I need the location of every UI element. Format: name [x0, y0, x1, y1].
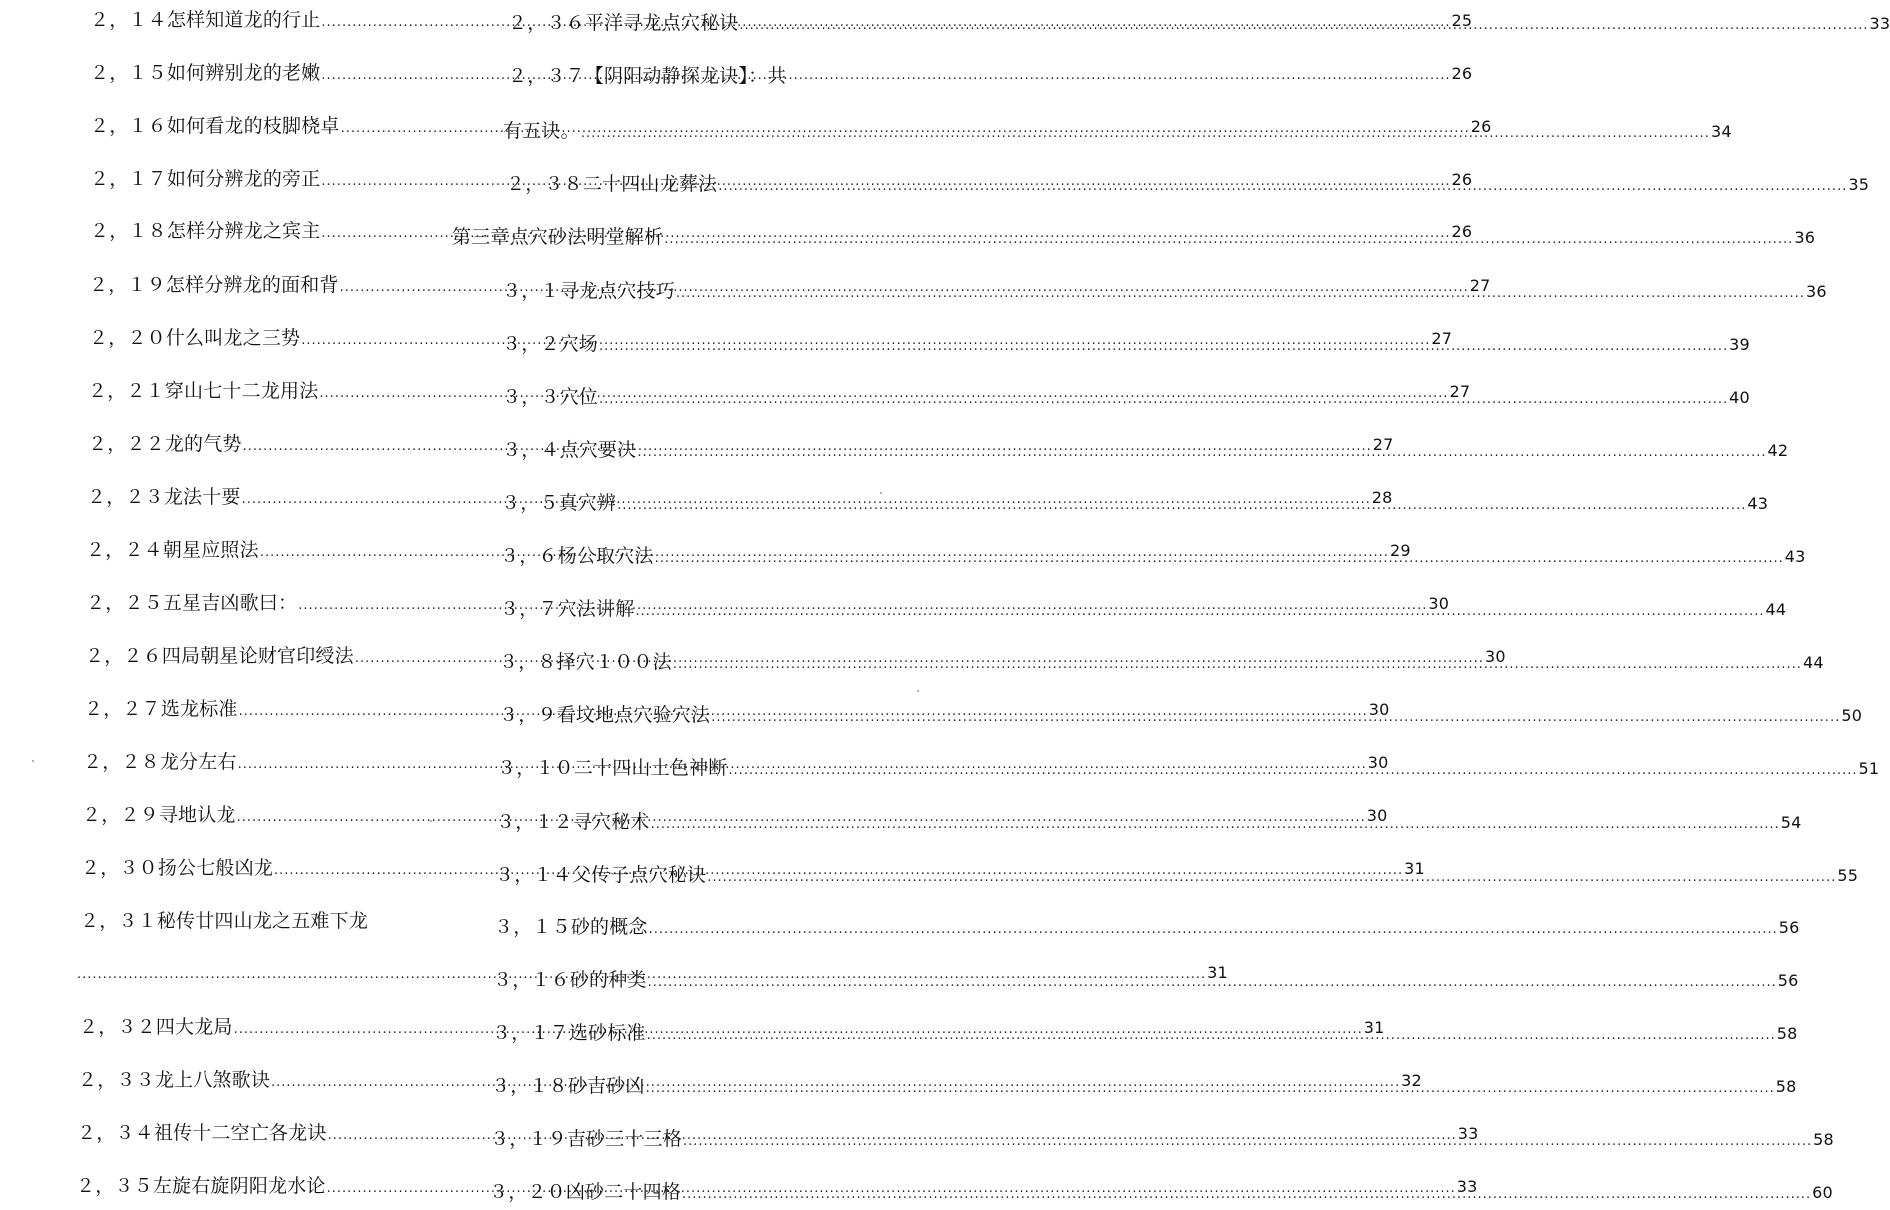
section-number: ３，８ [499, 651, 557, 673]
section-number: ３，６ [500, 545, 558, 567]
section-title: 真穴辨 [558, 492, 617, 514]
page-number: 32 [1401, 1071, 1422, 1090]
dot-leader [648, 968, 1777, 998]
section-number: ２，１７ [90, 168, 167, 190]
dot-leader [664, 225, 1793, 255]
page-number: 44 [1802, 653, 1824, 672]
toc-entry [492, 1018, 1798, 1048]
dot-leader [718, 172, 1847, 202]
page-number: 30 [1368, 700, 1390, 719]
section-title: 穴位 [559, 386, 599, 408]
section-number: ２，１６ [90, 115, 167, 137]
dot-leader [682, 1180, 1811, 1210]
section-title: 四局朝星论财官印绶法 [161, 645, 354, 667]
section-title: 扬公七般凶龙 [157, 857, 274, 879]
section-number: ２，３８ [506, 173, 583, 195]
section-number: ３，４ [502, 439, 560, 461]
dot-leader [321, 61, 1450, 91]
section-title: 二十四山土色神断 [573, 757, 728, 779]
dot-leader [676, 279, 1805, 309]
section-number: ２，３６ [508, 12, 585, 34]
dot-leader [637, 438, 1766, 468]
page-number: 26 [1451, 222, 1473, 241]
section-title: 砂吉砂凶 [567, 1075, 645, 1097]
section-title: 杨公取穴法 [557, 545, 654, 567]
section-number: ２，２９ [82, 804, 159, 826]
page-number: 50 [1841, 706, 1863, 725]
page-number: 29 [1389, 541, 1411, 560]
page-number: 27 [1372, 435, 1394, 454]
dot-leader [635, 597, 1764, 627]
section-number: ２，３３ [78, 1069, 155, 1091]
section-title: 左旋右旋阴阳龙水论 [152, 1175, 326, 1197]
page-number: 43 [1784, 547, 1806, 566]
section-title: 怎样知道龙的行止 [166, 9, 321, 31]
section-title: 穴场 [559, 333, 599, 355]
page-number: 42 [1767, 441, 1789, 460]
section-number: ３，１２ [496, 811, 573, 833]
page-number: 27 [1469, 276, 1491, 295]
dot-leader [646, 1074, 1775, 1104]
section-number: ３，１６ [493, 969, 570, 991]
section-number: ３，２ [502, 333, 560, 355]
section-title: 如何分辨龙的旁正 [166, 168, 321, 190]
dot-leader [599, 385, 1728, 415]
section-number: ３，２０ [489, 1181, 566, 1203]
section-number: ３，３ [502, 386, 560, 408]
page-number: 30 [1366, 806, 1388, 825]
section-number: ２，２６ [85, 645, 162, 667]
section-title: ２，３７【阴阳动静探龙诀】：共 [508, 65, 787, 87]
dot-leader [581, 119, 1710, 149]
section-title: 龙上八煞歌诀 [154, 1069, 271, 1091]
section-title: 穿山七十二龙用法 [164, 380, 319, 402]
page-number: 26 [1470, 117, 1492, 136]
section-title: 平洋寻龙点穴秘诀 [584, 12, 739, 34]
page-number: 55 [1837, 866, 1859, 885]
section-number: ２，１９ [89, 274, 166, 296]
section-title-continued: 有五诀。 [503, 120, 580, 142]
scan-speck [917, 690, 919, 692]
section-number: ２，１４ [90, 9, 167, 31]
page-number: 58 [1775, 1077, 1797, 1096]
page-number: 34 [1710, 122, 1732, 141]
section-number: ２，２５ [86, 592, 163, 614]
page-number: 39 [1729, 335, 1750, 354]
page-number: 43 [1747, 494, 1769, 513]
chapter-title: 第三章点穴砂法明堂解析 [452, 226, 664, 248]
section-title: 龙分左右 [159, 751, 237, 773]
section-number: ２，２３ [87, 486, 164, 508]
dot-leader [599, 332, 1728, 362]
section-number: ３，１７ [492, 1022, 569, 1044]
page-number: 31 [1207, 963, 1228, 982]
page-number: 35 [1848, 175, 1870, 194]
dot-leader [647, 1021, 1776, 1051]
section-number: ３，１０ [497, 757, 574, 779]
dot-leader [649, 915, 1778, 945]
section-title: 点穴要决 [559, 439, 637, 461]
section-title: 穴法讲解 [557, 598, 635, 620]
scan-speck [880, 492, 882, 494]
section-title: 择穴１００法 [556, 651, 672, 673]
dot-leader [728, 756, 1857, 786]
section-number: ２，３０ [81, 857, 158, 879]
section-number: ３，１４ [495, 864, 572, 886]
section-title: 如何看龙的枝脚桡卓 [166, 115, 340, 137]
section-number: ３，１５ [494, 916, 571, 938]
page-number: 36 [1805, 282, 1827, 301]
dot-leader [683, 1127, 1812, 1157]
page-number: 54 [1780, 813, 1802, 832]
section-number: ２，１８ [90, 220, 167, 242]
page-number: 36 [1794, 228, 1816, 247]
dot-leader [651, 810, 1780, 840]
toc-entry [493, 965, 1799, 995]
scan-speck [32, 760, 34, 762]
dot-leader [739, 11, 1868, 41]
page-number: 51 [1858, 759, 1880, 778]
section-number: ３，１９ [490, 1128, 567, 1150]
page-number: 56 [1777, 971, 1799, 990]
section-title: 怎样分辨龙的面和背 [165, 274, 339, 296]
page-number: 44 [1765, 600, 1787, 619]
section-title: 选龙标准 [160, 698, 238, 720]
section-title: ２，３１秘传廿四山龙之五难下龙 [80, 910, 369, 932]
section-number: ２，２２ [88, 433, 165, 455]
page-number: 25 [1451, 11, 1473, 30]
page-number: 30 [1484, 647, 1506, 666]
section-title: 寻地认龙 [158, 804, 236, 826]
section-number: ３，５ [501, 492, 559, 514]
dot-leader [711, 703, 1840, 733]
section-title: 砂的种类 [569, 969, 647, 991]
dot-leader [673, 650, 1802, 680]
toc-entry [494, 912, 1800, 942]
section-title: 看坟地点穴验穴法 [556, 704, 711, 726]
page-number: 26 [1451, 64, 1473, 83]
section-number: ３，１８ [491, 1075, 568, 1097]
page-number: 40 [1729, 388, 1750, 407]
section-title: 朝星应照法 [162, 539, 259, 561]
section-title: 寻龙点穴技巧 [559, 280, 675, 302]
section-title: 什么叫龙之三势 [165, 327, 301, 349]
scan-speck [430, 820, 432, 822]
page-number: 27 [1449, 382, 1471, 401]
section-title: 选砂标准 [568, 1022, 646, 1044]
section-number: ２，２１ [88, 380, 165, 402]
toc-entry [495, 860, 1859, 890]
section-title: 四大龙局 [155, 1016, 233, 1038]
section-title: 寻穴秘术 [572, 811, 650, 833]
page-number: 33 [1869, 14, 1890, 33]
page-number: 31 [1363, 1018, 1385, 1037]
section-number: ３，７ [500, 598, 558, 620]
section-title: 龙法十要 [163, 486, 241, 508]
dot-leader [617, 491, 1746, 521]
section-title: 龙的气势 [164, 433, 242, 455]
toc-entry [508, 61, 848, 91]
section-title: 五星吉凶歌曰： [162, 592, 298, 614]
page-number: 30 [1367, 753, 1389, 772]
section-number: ２，３２ [79, 1016, 156, 1038]
toc-entry [80, 906, 440, 936]
section-title: 凶砂二十四格 [565, 1181, 682, 1203]
section-number: ２，３４ [77, 1122, 154, 1144]
section-title: 砂的概念 [570, 916, 648, 938]
section-title: 祖传十二空亡各龙诀 [153, 1122, 327, 1144]
section-number: ２，３５ [76, 1175, 153, 1197]
page-number: 56 [1778, 918, 1800, 937]
page-number: 27 [1431, 329, 1453, 348]
page-number: 58 [1776, 1024, 1798, 1043]
section-number: ３，１ [502, 280, 560, 302]
section-title: 吉砂三十三格 [566, 1128, 683, 1150]
page-number: 31 [1404, 859, 1425, 878]
page-number: 26 [1451, 170, 1473, 189]
section-title: 怎样分辨龙之宾主 [166, 220, 321, 242]
page-number: 30 [1428, 594, 1450, 613]
page-number: 33 [1456, 1177, 1478, 1196]
section-title: 父传子点穴秘诀 [571, 864, 707, 886]
page-number: 28 [1371, 488, 1393, 507]
section-number: ２，２４ [86, 539, 163, 561]
section-number: ２，２０ [89, 327, 166, 349]
dot-leader [707, 863, 1836, 893]
section-number: ３，９ [499, 704, 557, 726]
section-number: ２，１５ [90, 62, 167, 84]
page-number: 60 [1812, 1183, 1833, 1202]
section-title: 如何辨别龙的老嫩 [166, 62, 321, 84]
page-number: 33 [1457, 1124, 1479, 1143]
section-number: ２，２７ [84, 698, 161, 720]
dot-leader [655, 544, 1784, 574]
page-number: 58 [1813, 1130, 1834, 1149]
section-number: ２，２８ [83, 751, 160, 773]
section-title: 二十四山龙葬法 [582, 173, 718, 195]
